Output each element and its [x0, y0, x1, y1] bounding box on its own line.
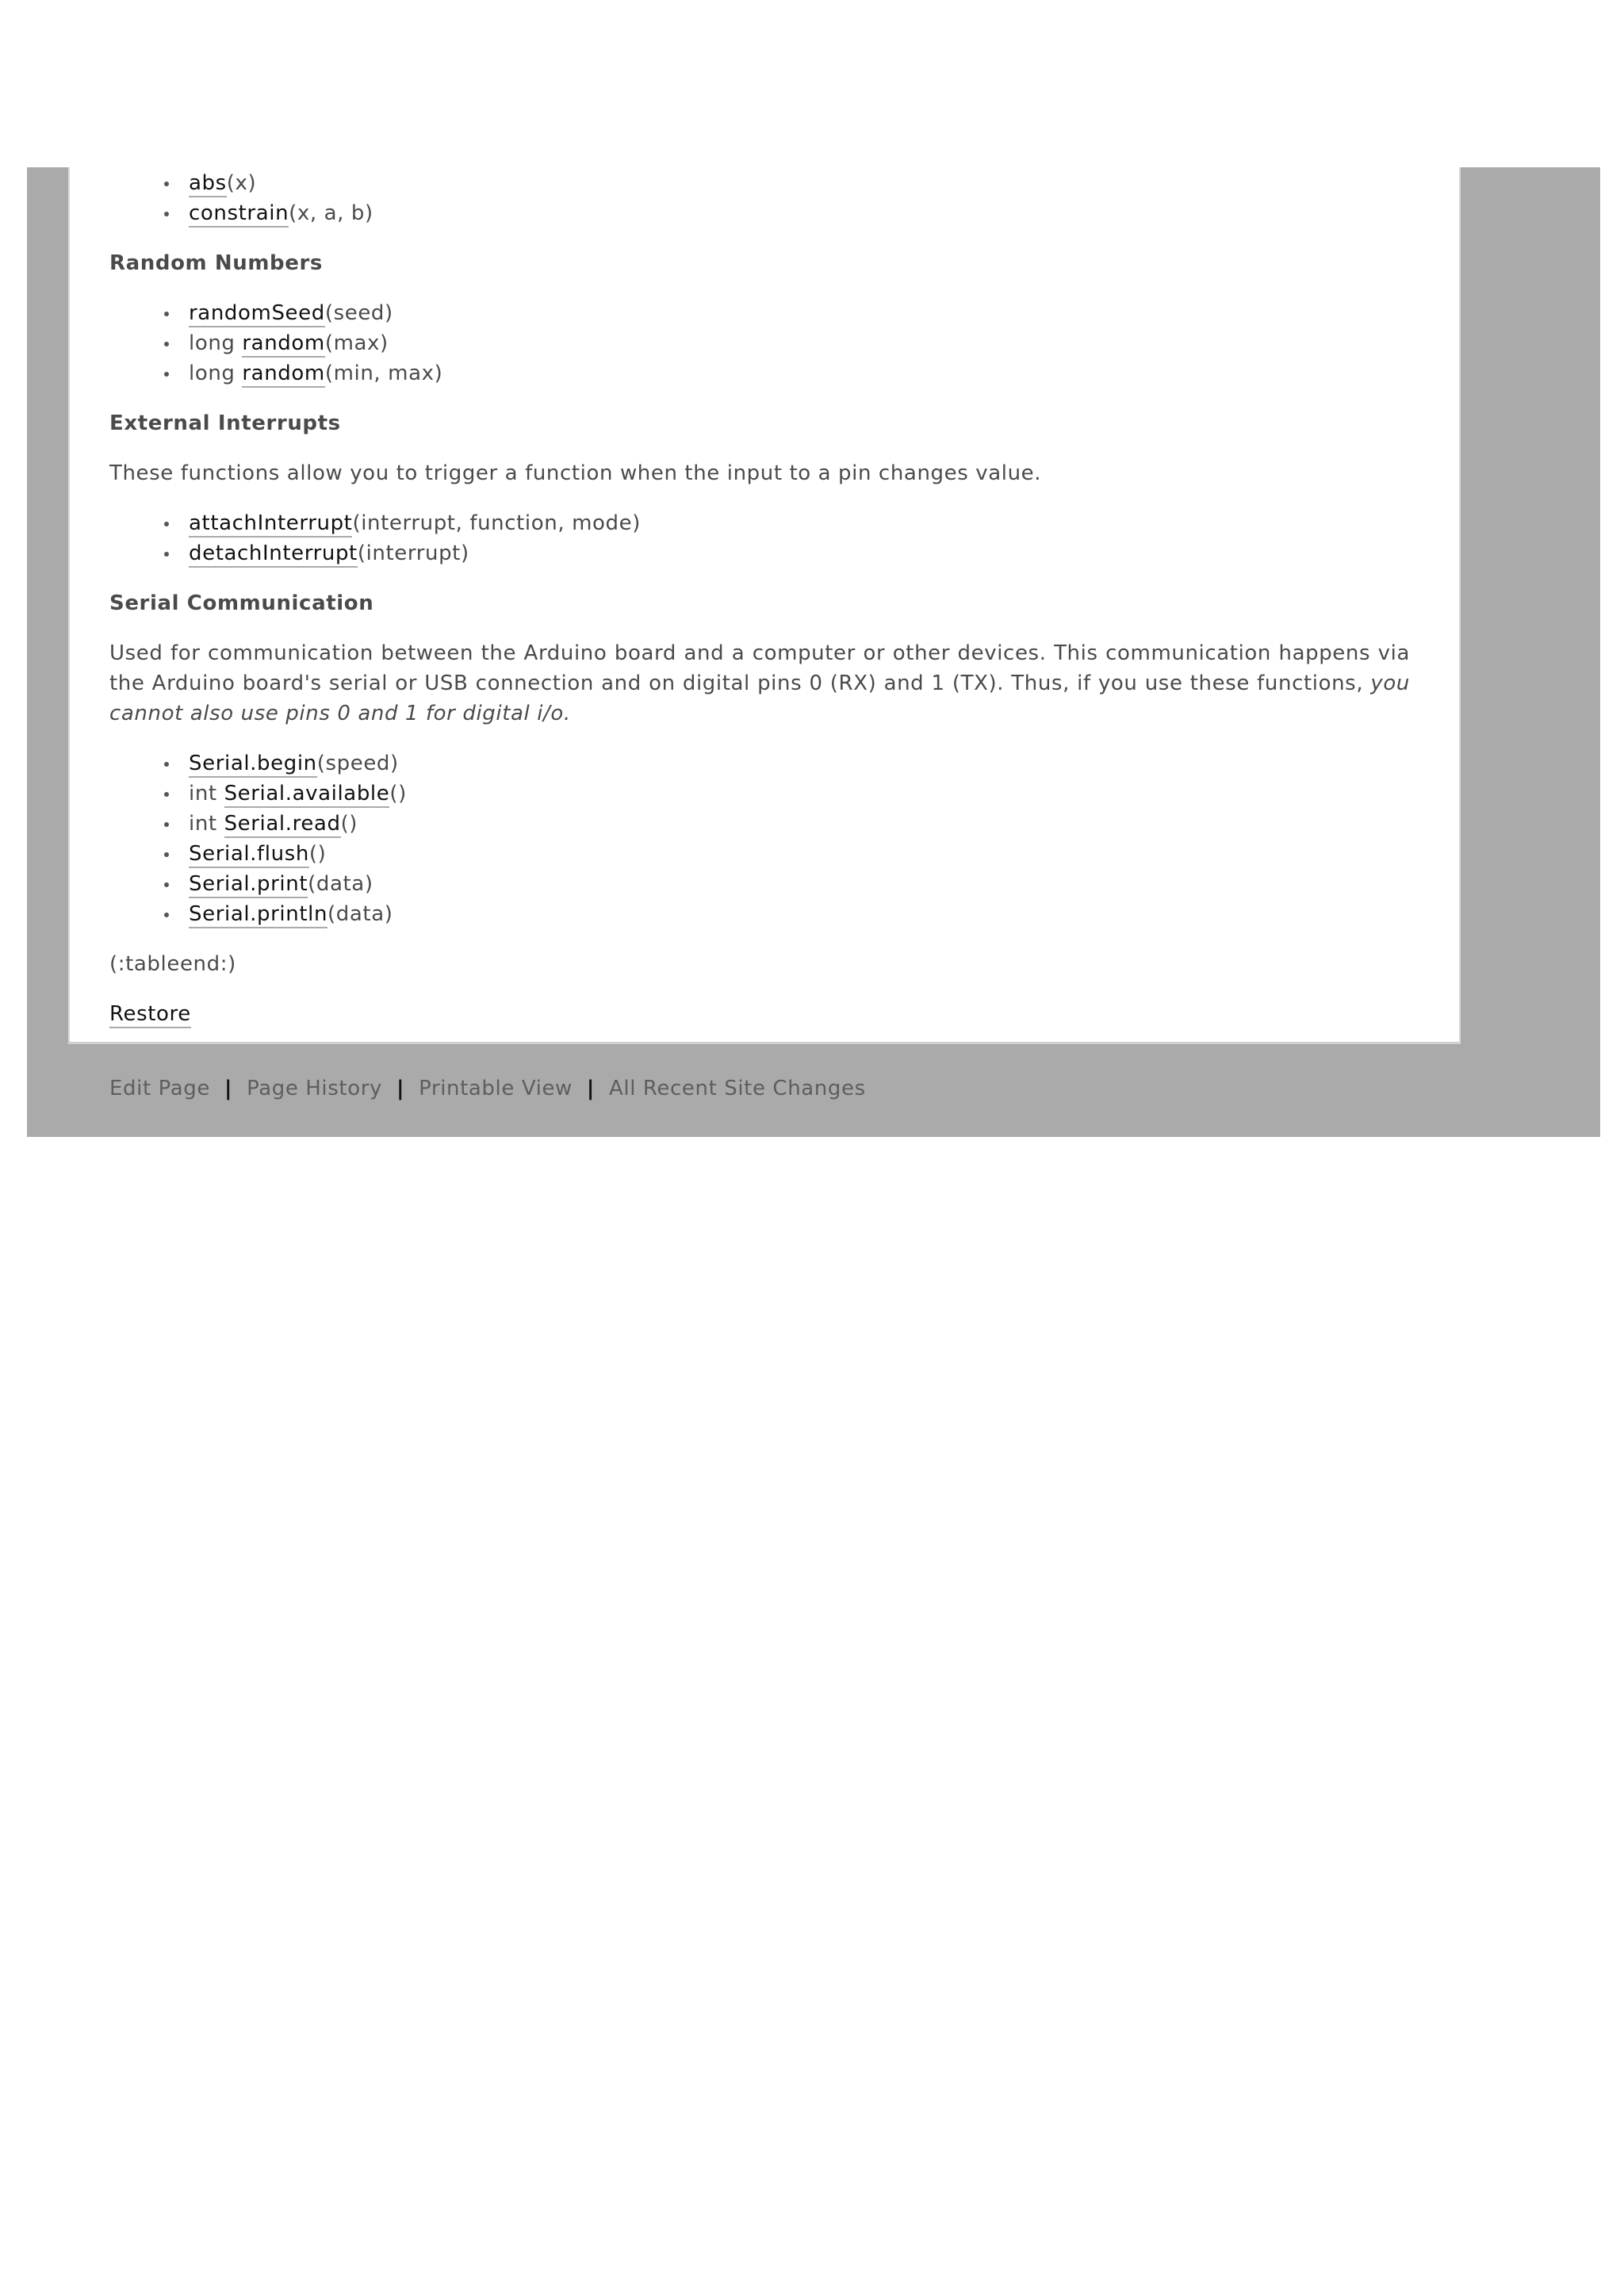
random-link[interactable]: random [242, 362, 324, 388]
list-item: int Serial.available() [109, 779, 1410, 809]
interrupt-function-list [109, 508, 1410, 568]
math-function-list [109, 167, 1410, 228]
list-item: attachInterrupt(interrupt, function, mode) [109, 508, 1410, 538]
list-item: long random(max) [109, 328, 1410, 358]
recent-changes-link[interactable]: All Recent Site Changes [609, 1077, 866, 1100]
table-end-marker: (:tableend:) [109, 952, 236, 976]
randomseed-link[interactable]: randomSeed [189, 301, 325, 327]
list-item: Serial.println(data) [109, 899, 1410, 929]
random-link[interactable]: random [242, 331, 324, 358]
list-item: randomSeed(seed) [109, 298, 1410, 328]
serial-println-link[interactable]: Serial.println [189, 902, 327, 928]
serial-begin-link[interactable]: Serial.begin [189, 752, 317, 778]
list-item: long random(min, max) [109, 358, 1410, 388]
list-item: constrain(x, a, b) [109, 198, 1410, 228]
list-item: int Serial.read() [109, 809, 1410, 839]
random-function-list [109, 298, 1410, 388]
detachinterrupt-link[interactable]: detachInterrupt [189, 541, 358, 568]
restore-link[interactable]: Restore [109, 1002, 191, 1028]
interrupts-description: These functions allow you to trigger a function when the input to a pin changes value. [109, 461, 1042, 485]
footer-separator: | [224, 1077, 233, 1100]
serial-communication-heading: Serial Communication [109, 591, 374, 615]
page-frame [27, 167, 1600, 1137]
serial-print-link[interactable]: Serial.print [189, 872, 308, 898]
list-item: detachInterrupt(interrupt) [109, 538, 1410, 568]
serial-read-link[interactable]: Serial.read [224, 812, 341, 838]
constrain-link[interactable]: constrain [189, 201, 289, 228]
attachinterrupt-link[interactable]: attachInterrupt [189, 511, 352, 538]
main-content [68, 167, 1461, 1044]
serial-description: Used for communication between the Arduino board and a computer or other devices. This communication happens via the Arduino board's serial or USB connection and on digital pins 0 (RX) and 1 (TX). Thus, if you use these functions, you cannot also use pins 0 and 1 for digital i/o. [109, 641, 1410, 725]
list-item: abs(x) [109, 168, 1410, 198]
list-item: Serial.flush() [109, 839, 1410, 869]
abs-link[interactable]: abs [189, 171, 227, 197]
serial-available-link[interactable]: Serial.available [224, 782, 390, 808]
serial-flush-link[interactable]: Serial.flush [189, 842, 309, 868]
footer-separator: | [396, 1077, 405, 1100]
page-history-link[interactable]: Page History [247, 1077, 382, 1100]
printable-view-link[interactable]: Printable View [419, 1077, 573, 1100]
serial-description-emphasis: you cannot also use pins 0 and 1 for digital i/o. [109, 672, 1410, 725]
footer-actions [109, 1073, 866, 1104]
footer-separator: | [586, 1077, 596, 1100]
external-interrupts-heading: External Interrupts [109, 411, 341, 435]
edit-page-link[interactable]: Edit Page [109, 1077, 210, 1100]
list-item: Serial.begin(speed) [109, 748, 1410, 779]
random-numbers-heading: Random Numbers [109, 251, 323, 275]
serial-function-list [109, 748, 1410, 929]
list-item: Serial.print(data) [109, 869, 1410, 899]
content-body [109, 167, 1410, 1029]
